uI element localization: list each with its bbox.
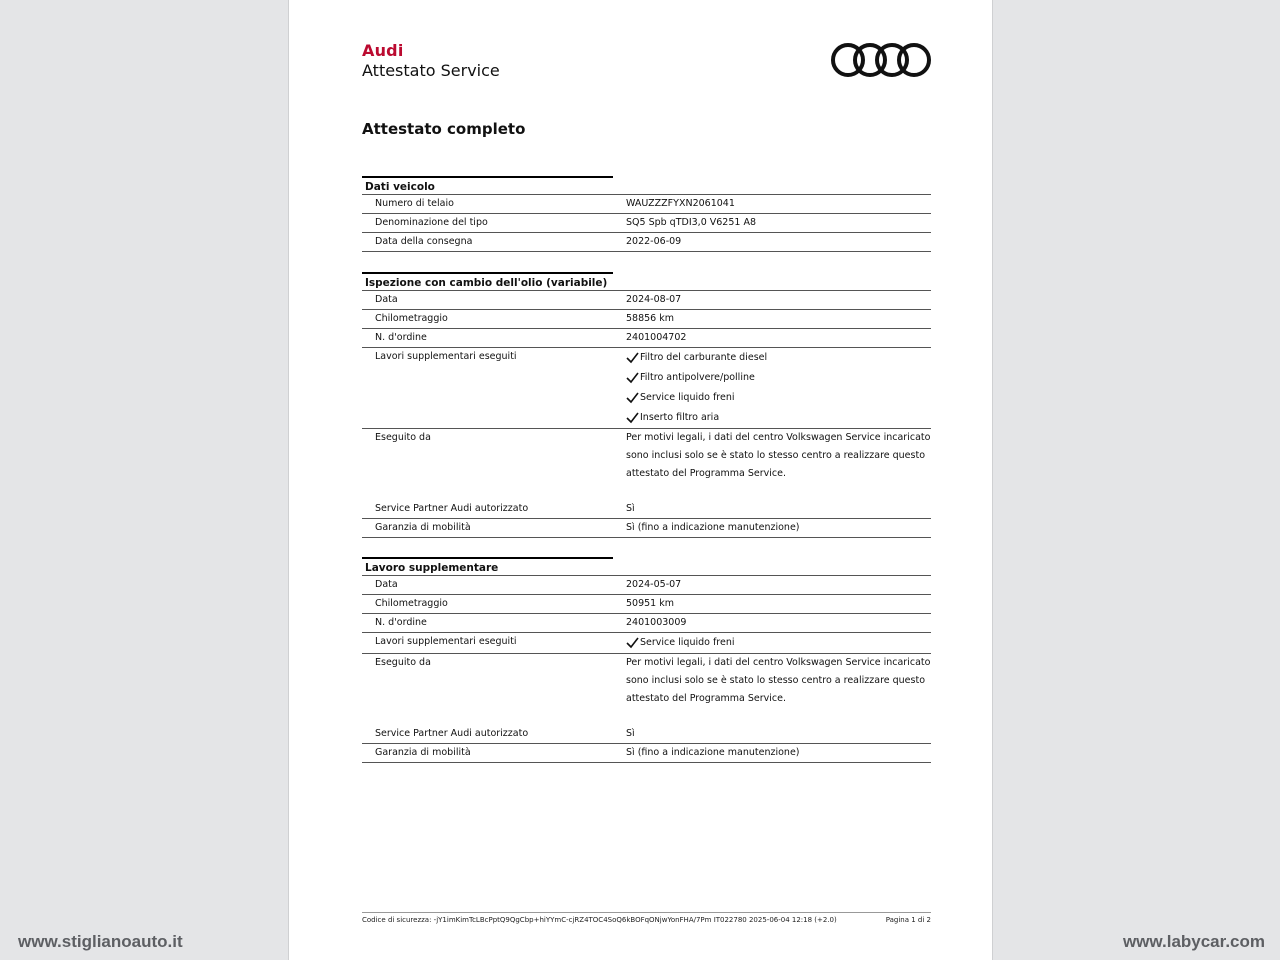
row-value bbox=[613, 654, 931, 725]
table-row bbox=[362, 594, 931, 613]
row-label: Chilometraggio bbox=[375, 598, 448, 609]
work-checklist bbox=[626, 633, 931, 653]
section-heading: Lavoro supplementare bbox=[362, 557, 613, 575]
checkmark-icon bbox=[626, 637, 640, 649]
row-label: Lavori supplementari eseguiti bbox=[375, 636, 517, 647]
table-row bbox=[362, 613, 931, 632]
row-label: Garanzia di mobilità bbox=[375, 522, 471, 533]
checkmark-icon bbox=[626, 412, 640, 424]
work-checklist bbox=[626, 348, 931, 428]
watermark-left: www.stiglianoauto.it bbox=[18, 932, 183, 951]
list-item bbox=[626, 388, 931, 408]
text-line: attestato del Programma Service. bbox=[626, 693, 787, 704]
table-row bbox=[362, 290, 931, 309]
table-row bbox=[362, 232, 931, 252]
page-title: Attestato completo bbox=[362, 120, 526, 138]
brand-name: Audi bbox=[362, 41, 404, 60]
row-label: Service Partner Audi autorizzato bbox=[375, 728, 529, 739]
list-item bbox=[626, 633, 931, 653]
table-row bbox=[362, 743, 931, 763]
table-row bbox=[362, 500, 931, 518]
section-heading: Ispezione con cambio dell'olio (variabile) bbox=[362, 272, 613, 290]
row-value: 2401003009 bbox=[626, 617, 687, 628]
audi-rings-logo bbox=[830, 41, 932, 79]
table-row bbox=[362, 347, 931, 428]
table-row bbox=[362, 213, 931, 232]
text-line: Per motivi legali, i dati del centro Volkswagen Service incaricato bbox=[626, 432, 931, 443]
table-row bbox=[362, 328, 931, 347]
extra-work-section bbox=[362, 557, 931, 763]
row-label: Data bbox=[375, 579, 398, 590]
table-row bbox=[362, 653, 931, 725]
table-row bbox=[362, 428, 931, 500]
watermark-right: www.labycar.com bbox=[1122, 932, 1265, 951]
row-value: Sì bbox=[626, 503, 635, 514]
inspection-section bbox=[362, 272, 931, 538]
table-row bbox=[362, 518, 931, 538]
security-code: Codice di sicurezza: -jY1imKimTcLBcPptQ9QgCbp+hiYYmC-cjRZ4TOC4SoQ6kBOFqONjwYonFHA/7Pm IT022780 2025-06-04 12:18 (+2.0) bbox=[362, 916, 837, 924]
page-footer bbox=[362, 912, 931, 924]
row-label: Eseguito da bbox=[375, 432, 431, 443]
document-subtitle: Attestato Service bbox=[362, 61, 500, 80]
text-line: sono inclusi solo se è stato lo stesso centro a realizzare questo bbox=[626, 450, 926, 461]
section-heading: Dati veicolo bbox=[362, 176, 613, 194]
list-item-label: Service liquido freni bbox=[640, 392, 735, 403]
table-row bbox=[362, 194, 931, 213]
document-page bbox=[288, 0, 993, 960]
row-label: Lavori supplementari eseguiti bbox=[375, 351, 517, 362]
table-row bbox=[362, 725, 931, 743]
list-item-label: Filtro antipolvere/polline bbox=[640, 372, 755, 383]
row-label: Numero di telaio bbox=[375, 198, 454, 209]
row-value bbox=[613, 429, 931, 500]
row-value: Sì (fino a indicazione manutenzione) bbox=[626, 747, 800, 758]
text-line: sono inclusi solo se è stato lo stesso centro a realizzare questo bbox=[626, 675, 926, 686]
row-label: Data bbox=[375, 294, 398, 305]
table-row bbox=[362, 632, 931, 653]
list-item bbox=[626, 408, 931, 428]
row-value: 2022-06-09 bbox=[626, 236, 682, 247]
row-value: 50951 km bbox=[626, 598, 674, 609]
row-label: Data della consegna bbox=[375, 236, 473, 247]
row-label: Denominazione del tipo bbox=[375, 217, 488, 228]
list-item-label: Inserto filtro aria bbox=[640, 412, 720, 423]
text-line: Per motivi legali, i dati del centro Volkswagen Service incaricato bbox=[626, 657, 931, 668]
list-item-label: Service liquido freni bbox=[640, 637, 735, 648]
checkmark-icon bbox=[626, 392, 640, 404]
row-value: 2024-05-07 bbox=[626, 579, 682, 590]
text-line: attestato del Programma Service. bbox=[626, 468, 787, 479]
checkmark-icon bbox=[626, 352, 640, 364]
row-value: 2401004702 bbox=[626, 332, 687, 343]
list-item bbox=[626, 368, 931, 388]
row-value: SQ5 Spb qTDI3,0 V6251 A8 bbox=[626, 217, 756, 228]
row-label: Service Partner Audi autorizzato bbox=[375, 503, 529, 514]
row-label: N. d'ordine bbox=[375, 617, 427, 628]
row-label: N. d'ordine bbox=[375, 332, 427, 343]
row-value: Sì (fino a indicazione manutenzione) bbox=[626, 522, 800, 533]
list-item bbox=[626, 348, 931, 368]
table-row bbox=[362, 575, 931, 594]
row-label: Eseguito da bbox=[375, 657, 431, 668]
row-value: WAUZZZFYXN2061041 bbox=[626, 198, 735, 209]
row-value bbox=[613, 348, 931, 428]
row-value bbox=[613, 633, 931, 653]
row-value: 2024-08-07 bbox=[626, 294, 682, 305]
page-number: Pagina 1 di 2 bbox=[885, 916, 931, 924]
row-value: Sì bbox=[626, 728, 635, 739]
row-label: Chilometraggio bbox=[375, 313, 448, 324]
checkmark-icon bbox=[626, 372, 640, 384]
table-row bbox=[362, 309, 931, 328]
list-item-label: Filtro del carburante diesel bbox=[640, 352, 768, 363]
row-label: Garanzia di mobilità bbox=[375, 747, 471, 758]
vehicle-section bbox=[362, 176, 931, 252]
row-value: 58856 km bbox=[626, 313, 674, 324]
